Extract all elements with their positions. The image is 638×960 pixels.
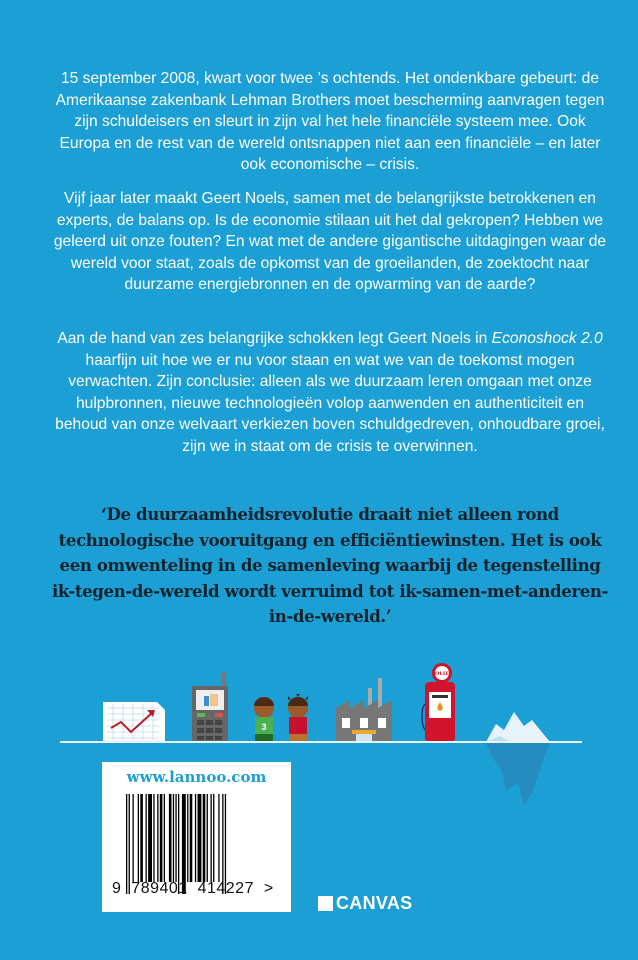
barcode-bar [218,794,219,882]
children-icon [254,694,314,742]
barcode-bar [126,794,127,894]
barcode-bar [164,794,165,882]
ground-line [60,741,582,743]
book-title: Econoshock 2.0 [491,330,603,347]
barcode-bar [207,794,208,882]
pump-sign: OLIE [434,671,450,677]
barcode-bar [211,794,212,882]
barcode-bar [175,794,176,882]
barcode-bar [198,794,202,882]
quote: ‘De duurzaamheidsrevolutie draait niet alleen rond technologische vooruitgang en efficiëntiewinsten. Het is ook een omwenteling in de samenleving waarbij de tegenstelling ik-tegen-de-wereld wordt verruimd tot ik-samen-met-anderen-in-de-wereld.’ [52,504,608,626]
barcode-bar [173,794,174,882]
canvas-logo-text: CANVAS [336,892,413,913]
barcode-bar [195,794,196,882]
blurb-paragraph-3 [50,328,610,457]
barcode-bar [148,794,152,882]
barcode-bar [129,794,130,894]
barcode-bar [133,794,134,882]
canvas-logo-square [318,896,333,911]
barcode-bar [160,794,163,882]
blurb-paragraph-3-intro: Aan de hand van zes belangrijke schokken legt Geert Noels in [57,330,488,347]
barcode-bar [213,794,214,882]
barcode-bar [182,794,186,894]
barcode-bar [140,794,143,882]
barcode-bar [157,794,158,882]
barcode-bar [169,794,172,882]
canvas-logo [318,893,412,913]
phone-icon [192,672,228,742]
publisher-url[interactable]: www.lannoo.com [126,768,267,786]
isbn-number: 9 789401 414227 > [112,880,274,897]
barcode-bar [138,794,139,882]
child-shirt-number: 3 [261,722,267,732]
barcode-bar [203,794,206,882]
barcode-bar [190,794,193,882]
barcode-box [102,762,291,912]
blurb-paragraph-2: Vijf jaar later maakt Geert Noels, samen met de belangrijkste betrokkenen en experts, de balans op. Is de economie stilaan uit het dal gekropen? Hebben we geleerd uit onze fouten? En wat met de andere gigantische uitdagingen waar de wereld voor staat, zoals de opkomst van de groeilanden, de zoektocht naar duurzame energiebronnen en de opwarming van de aarde? [53,190,607,293]
iceberg-icon [486,712,550,806]
barcode [126,794,266,894]
barcode-bar [178,794,179,894]
blurb-paragraph-1: 15 september 2008, kwart voor twee ’s ochtends. Het ondenkbare gebeurt: de Amerikaanse zakenbank Lehman Brothers moet bescherming aanvragen tegen zijn schuldeisers en sleurt in zijn val het hele financiële systeem mee. Ook Europa en de rest van de wereld ontsnappen niet aan een financiële – en later ook economische – crisis. [55,70,605,173]
factory-icon [336,678,392,742]
blurb-paragraph-3-rest: haarfijn uit hoe we er nu voor staan en wat we van de toekomst mogen verwachten. Zijn conclusie: alleen als we duurzaam leren omgaan met onze hulpbronnen, nieuwe technologieën volop aanwenden en authenticiteit en behoud van onze welvaart verkiezen boven schuldgedreven, onhoudbare groei, zijn we in staat om de crisis te overwinnen. [55,351,605,455]
barcode-bar [225,794,226,894]
barcode-bar [187,794,188,882]
barcode-bar [146,794,147,882]
barcode-bar [153,794,154,882]
fuel-pump-icon [420,662,456,742]
chart-paper-icon [103,700,165,742]
barcode-bar [222,794,223,894]
